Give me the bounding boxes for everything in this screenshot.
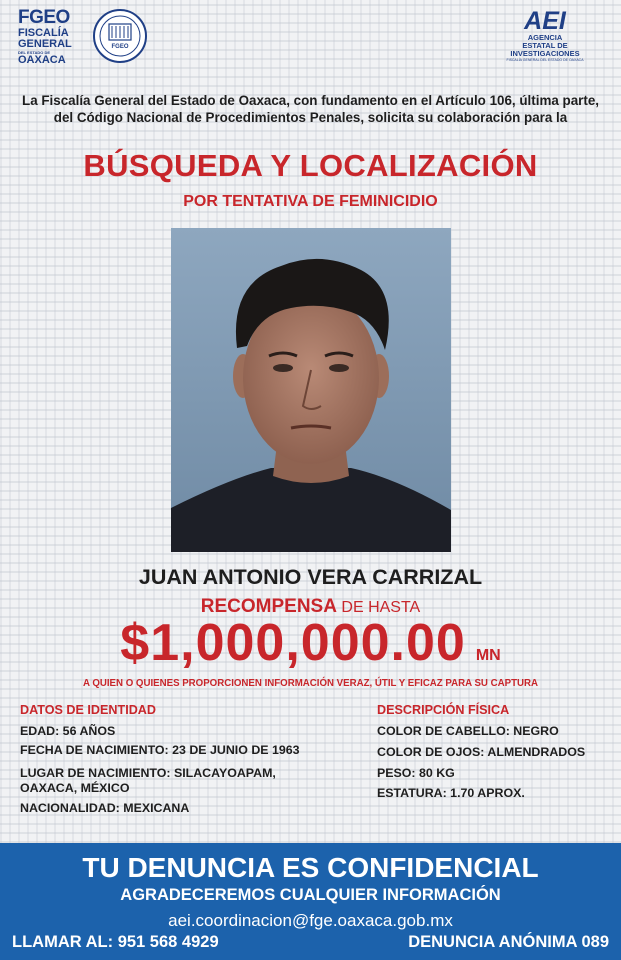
suspect-photo	[171, 228, 451, 552]
page-title: BÚSQUEDA Y LOCALIZACIÓN	[83, 148, 538, 183]
official-seal-icon	[92, 8, 148, 64]
physical-section-title: DESCRIPCIÓN FÍSICA	[377, 703, 510, 717]
reward-tail: DE HASTA	[336, 599, 421, 616]
identity-birthdate: FECHA DE NACIMIENTO: 23 DE JUNIO DE 1963	[20, 743, 300, 757]
footer-banner	[0, 843, 621, 960]
physical-hair-color: COLOR DE CABELLO: NEGRO	[377, 724, 559, 738]
aei-logo	[505, 8, 585, 72]
contact-email-link[interactable]: aei.coordinacion@fge.oaxaca.gob.mx	[168, 911, 453, 930]
fgeo-logo-line: GENERAL	[18, 38, 72, 50]
identity-section-title: DATOS DE IDENTIDAD	[20, 703, 156, 717]
physical-eye-color: COLOR DE OJOS: ALMENDRADOS	[377, 745, 586, 759]
aei-logo-line: INVESTIGACIONES	[510, 49, 580, 58]
reward-currency: MN	[475, 647, 501, 664]
reward-amount: $1,000,000.00	[120, 614, 466, 672]
reward-condition-note: A QUIEN O QUIENES PROPORCIONEN INFORMACIÓN VERAZ, ÚTIL Y EFICAZ PARA SU CAPTURA	[83, 678, 538, 689]
aei-brand-text: AEI	[524, 7, 566, 35]
fgeo-brand-text: FGEO	[18, 7, 70, 28]
seal-label: FGEO	[111, 44, 129, 50]
contact-phone-link[interactable]: LLAMAR AL: 951 568 4929	[12, 933, 219, 951]
fgeo-logo-line: DEL ESTADO DE	[18, 50, 51, 55]
fgeo-logo-line: FISCALÍA	[18, 27, 69, 39]
person-name: JUAN ANTONIO VERA CARRIZAL	[138, 565, 483, 589]
physical-height: ESTATURA: 1.70 APROX.	[377, 786, 525, 800]
fgeo-logo	[18, 8, 80, 68]
reward-amount-row	[0, 613, 621, 673]
identity-birthplace-line: LUGAR DE NACIMIENTO: SILACAYOAPAM,	[20, 766, 276, 780]
footer-title: TU DENUNCIA ES CONFIDENCIAL	[82, 852, 539, 883]
identity-nationality: NACIONALIDAD: MEXICANA	[20, 801, 190, 815]
anonymous-report-number[interactable]: DENUNCIA ANÓNIMA 089	[408, 933, 609, 951]
identity-birthplace	[20, 766, 340, 796]
aei-logo-line: ESTATAL DE	[522, 41, 568, 50]
page-subtitle: POR TENTATIVA DE FEMINICIDIO	[183, 193, 438, 210]
footer-subtitle: AGRADECEREMOS CUALQUIER INFORMACIÓN	[120, 886, 501, 904]
reward-word: RECOMPENSA	[200, 596, 337, 617]
physical-weight: PESO: 80 KG	[377, 766, 455, 780]
fgeo-logo-line: OAXACA	[18, 54, 66, 66]
intro-paragraph: La Fiscalía General del Estado de Oaxaca, con fundamento en el Artículo 106, última parte, del Código Nacional de Procedimientos Penales, solicita su colaboración para la	[22, 93, 599, 125]
identity-birthplace-line: OAXACA, MÉXICO	[20, 781, 130, 795]
aei-logo-line: AGENCIA	[527, 33, 563, 42]
aei-logo-line: FISCALÍA GENERAL DEL ESTADO DE OAXACA	[506, 58, 584, 62]
identity-age: EDAD: 56 AÑOS	[20, 724, 116, 738]
